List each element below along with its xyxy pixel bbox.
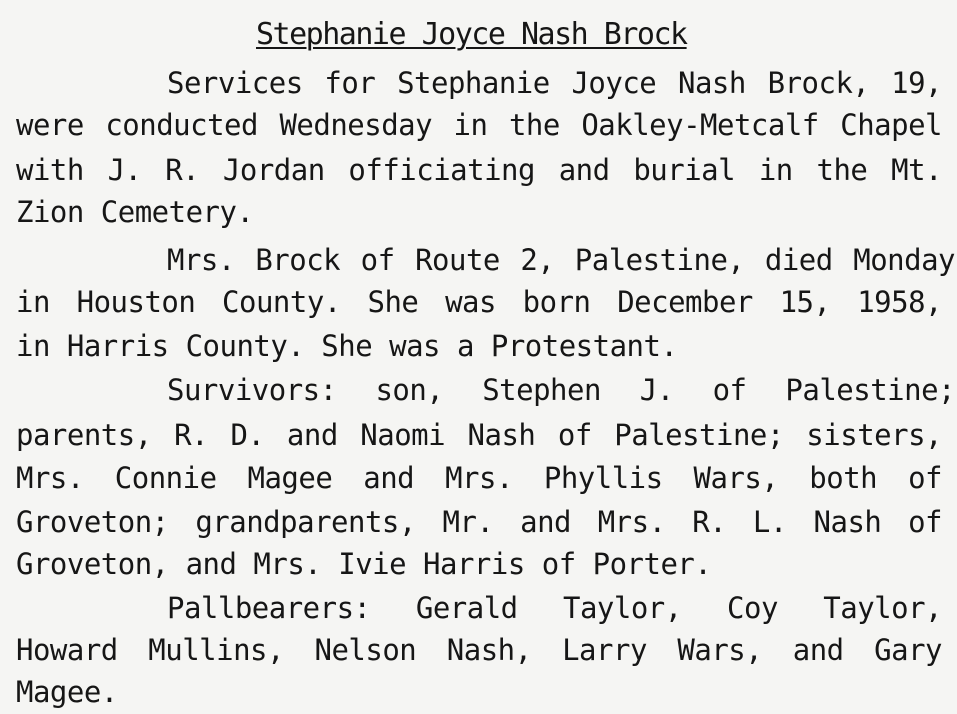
paragraph-1-line-4: Zion Cemetery. [16,195,254,229]
obituary-title: Stephanie Joyce Nash Brock [256,17,687,52]
paragraph-1-line-3: with J. R. Jordan officiating and burial in the Mt. [16,153,942,187]
paragraph-4-line-2: Howard Mullins, Nelson Nash, Larry Wars, and Gary [16,633,942,667]
paragraph-2-line-1: Mrs. Brock of Route 2, Palestine, died Monday [167,243,955,277]
paragraph-1-line-1: Services for Stephanie Joyce Nash Brock, 19, [167,66,942,100]
paragraph-3-line-5: Groveton, and Mrs. Ivie Harris of Porter. [16,547,712,581]
paragraph-3-line-3: Mrs. Connie Magee and Mrs. Phyllis Wars, both of [16,461,942,495]
paragraph-2-line-3: in Harris County. She was a Protestant. [16,329,678,363]
paragraph-3-line-4: Groveton; grandparents, Mr. and Mrs. R. L. Nash of [16,505,942,539]
paragraph-1-line-2: were conducted Wednesday in the Oakley-Metcalf Chapel [16,108,942,142]
paragraph-4-line-1: Pallbearers: Gerald Taylor, Coy Taylor, [167,591,942,625]
paragraph-2-line-2: in Houston County. She was born December 15, 1958, [16,285,942,319]
paragraph-3-line-2: parents, R. D. and Naomi Nash of Palestine; sisters, [16,418,942,452]
paragraph-3-line-1: Survivors: son, Stephen J. of Palestine; [167,373,955,407]
paragraph-4-line-3: Magee. [16,675,118,709]
